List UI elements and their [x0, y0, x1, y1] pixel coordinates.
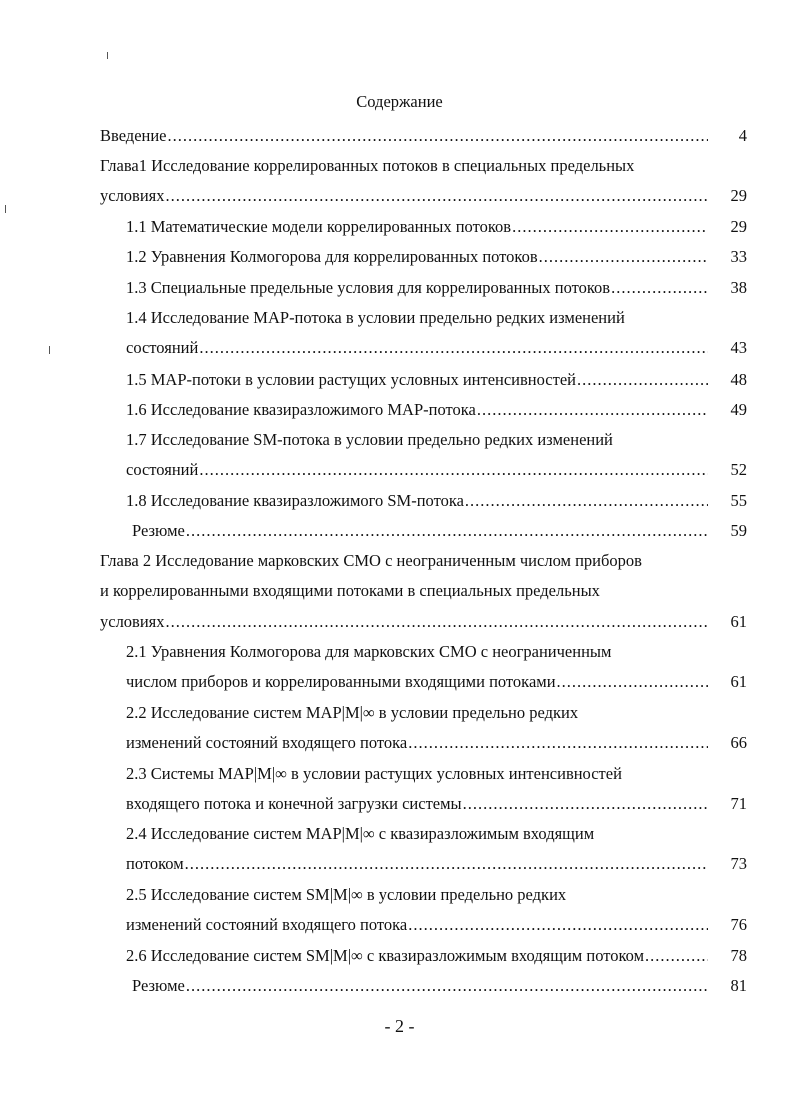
toc-entry-line — [126, 245, 712, 269]
scan-mark — [5, 205, 6, 213]
page-number: - 2 - — [384, 1016, 415, 1036]
toc-entry-text: 2.5 Исследование систем SM|M|∞ в условии предельно редких — [126, 885, 567, 904]
toc-entry-line — [126, 489, 712, 513]
dot-leader — [577, 368, 708, 392]
page-title: Содержание — [356, 92, 443, 111]
toc-entry-line — [126, 944, 712, 968]
toc-entry-line — [126, 822, 594, 846]
dot-leader — [168, 124, 708, 148]
dot-leader — [645, 944, 708, 968]
dot-leader — [408, 913, 708, 937]
toc-page-number: 43 — [730, 338, 747, 358]
toc-entry-text: 2.1 Уравнения Колмогорова для марковских СМО с неограниченным — [126, 642, 612, 661]
dot-leader — [408, 731, 708, 755]
toc-page-number: 66 — [730, 733, 747, 753]
toc-entry-line — [132, 519, 712, 543]
toc-entry-line — [126, 913, 712, 937]
toc-entry-text: 1.1 Математические модели коррелированных потоков — [126, 217, 512, 236]
toc-entry-text: входящего потока и конечной загрузки системы — [126, 794, 462, 814]
toc-entry-line — [126, 701, 578, 725]
toc-entry-line — [126, 368, 712, 392]
toc-page-number: 4 — [738, 126, 747, 145]
toc-entry-text: 1.4 Исследование MAP-потока в условии предельно редких изменений — [126, 308, 625, 327]
toc-entry-line — [126, 306, 625, 330]
toc-entry-line — [126, 762, 622, 786]
toc-entry-text: состояний — [126, 338, 199, 358]
dot-leader — [166, 184, 708, 208]
toc-entry-text: 1.6 Исследование квазиразложимого MAP-потока — [126, 400, 476, 419]
toc-entry-text: 1.8 Исследование квазиразложимого SM-потока — [126, 491, 464, 510]
toc-entry-line — [100, 579, 600, 603]
toc-entry-text: Глава 2 Исследование марковских СМО с неограниченным числом приборов — [100, 551, 642, 570]
toc-entry-text: Введение — [100, 126, 167, 145]
toc-entry-line — [132, 974, 712, 998]
toc-entry-text: 2.2 Исследование систем MAP|M|∞ в условии предельно редких — [126, 703, 579, 722]
toc-entry-line — [126, 336, 712, 360]
toc-entry-line — [100, 184, 712, 208]
dot-leader — [465, 489, 708, 513]
toc-entry-text: Глава1 Исследование коррелированных потоков в специальных предельных — [100, 156, 635, 175]
dot-leader — [611, 276, 708, 300]
toc-entry-line — [100, 124, 712, 148]
toc-page-number: 61 — [730, 672, 747, 692]
toc-entry-line — [126, 215, 712, 239]
toc-entry-line — [126, 731, 712, 755]
toc-entry-line — [126, 883, 566, 907]
toc-page-number: 29 — [730, 186, 747, 206]
toc-page-number: 33 — [730, 247, 747, 266]
dot-leader — [539, 245, 708, 269]
toc-page-number: 52 — [730, 460, 747, 480]
dot-leader — [463, 792, 708, 816]
toc-entry-text: 2.6 Исследование систем SM|M|∞ с квазиразложимым входящим потоком — [126, 946, 645, 965]
toc-page-number: 49 — [730, 400, 747, 419]
toc-page-number: 38 — [730, 278, 747, 297]
toc-entry-text: условиях — [100, 186, 165, 206]
toc-entry-line — [126, 852, 712, 876]
toc-entry-text: состояний — [126, 460, 199, 480]
toc-entry-line — [126, 398, 712, 422]
toc-entry-line — [126, 458, 712, 482]
toc-page-number: 29 — [730, 217, 747, 236]
toc-page-number: 59 — [730, 521, 747, 540]
toc-entry-text: 2.3 Системы MAP|M|∞ в условии растущих условных интенсивностей — [126, 764, 622, 783]
toc-page-number: 48 — [730, 370, 747, 389]
dot-leader — [199, 458, 708, 482]
toc-entry-line — [100, 610, 712, 634]
toc-entry-text: 2.4 Исследование систем MAP|M|∞ с квазиразложимым входящим — [126, 824, 595, 843]
toc-entry-line — [126, 640, 611, 664]
toc-entry-line — [100, 154, 634, 178]
toc-entry-text: условиях — [100, 611, 165, 631]
dot-leader — [557, 670, 708, 694]
dot-leader — [186, 974, 708, 998]
toc-page-number: 71 — [730, 794, 747, 814]
toc-entry-line — [100, 549, 642, 573]
toc-entry-text: 1.2 Уравнения Колмогорова для коррелированных потоков — [126, 247, 538, 266]
toc-entry-text: 1.5 MAP-потоки в условии растущих условных интенсивностей — [126, 370, 576, 389]
toc-entry-line — [126, 428, 613, 452]
toc-entry-text: 1.3 Специальные предельные условия для коррелированных потоков — [126, 278, 611, 297]
toc-page-number: 76 — [730, 915, 747, 935]
toc-page-number: 78 — [730, 946, 747, 965]
toc-entry-line — [126, 792, 712, 816]
toc-page-number: 61 — [730, 611, 747, 631]
toc-entry-line — [126, 276, 712, 300]
toc-entry-text: потоком — [126, 854, 184, 874]
dot-leader — [166, 610, 708, 634]
toc-entry-text: Резюме — [132, 976, 185, 995]
toc-entry-text: и коррелированными входящими потоками в специальных предельных — [100, 581, 600, 601]
toc-entry-text: изменений состояний входящего потока — [126, 915, 408, 935]
dot-leader — [512, 215, 708, 239]
toc-entry-text: Резюме — [132, 521, 185, 540]
toc-page-number: 73 — [730, 854, 747, 874]
toc-entry-text: 1.7 Исследование SM-потока в условии предельно редких изменений — [126, 430, 613, 449]
dot-leader — [477, 398, 708, 422]
dot-leader — [199, 336, 708, 360]
toc-entry-text: изменений состояний входящего потока — [126, 733, 408, 753]
scan-mark — [107, 52, 108, 59]
dot-leader — [186, 519, 708, 543]
toc-entry-text: числом приборов и коррелированными входящими потоками — [126, 672, 556, 692]
toc-page-number: 81 — [730, 976, 747, 995]
toc-page-number: 55 — [730, 491, 747, 510]
dot-leader — [185, 852, 708, 876]
scan-mark — [49, 346, 50, 354]
toc-entry-line — [126, 670, 712, 694]
